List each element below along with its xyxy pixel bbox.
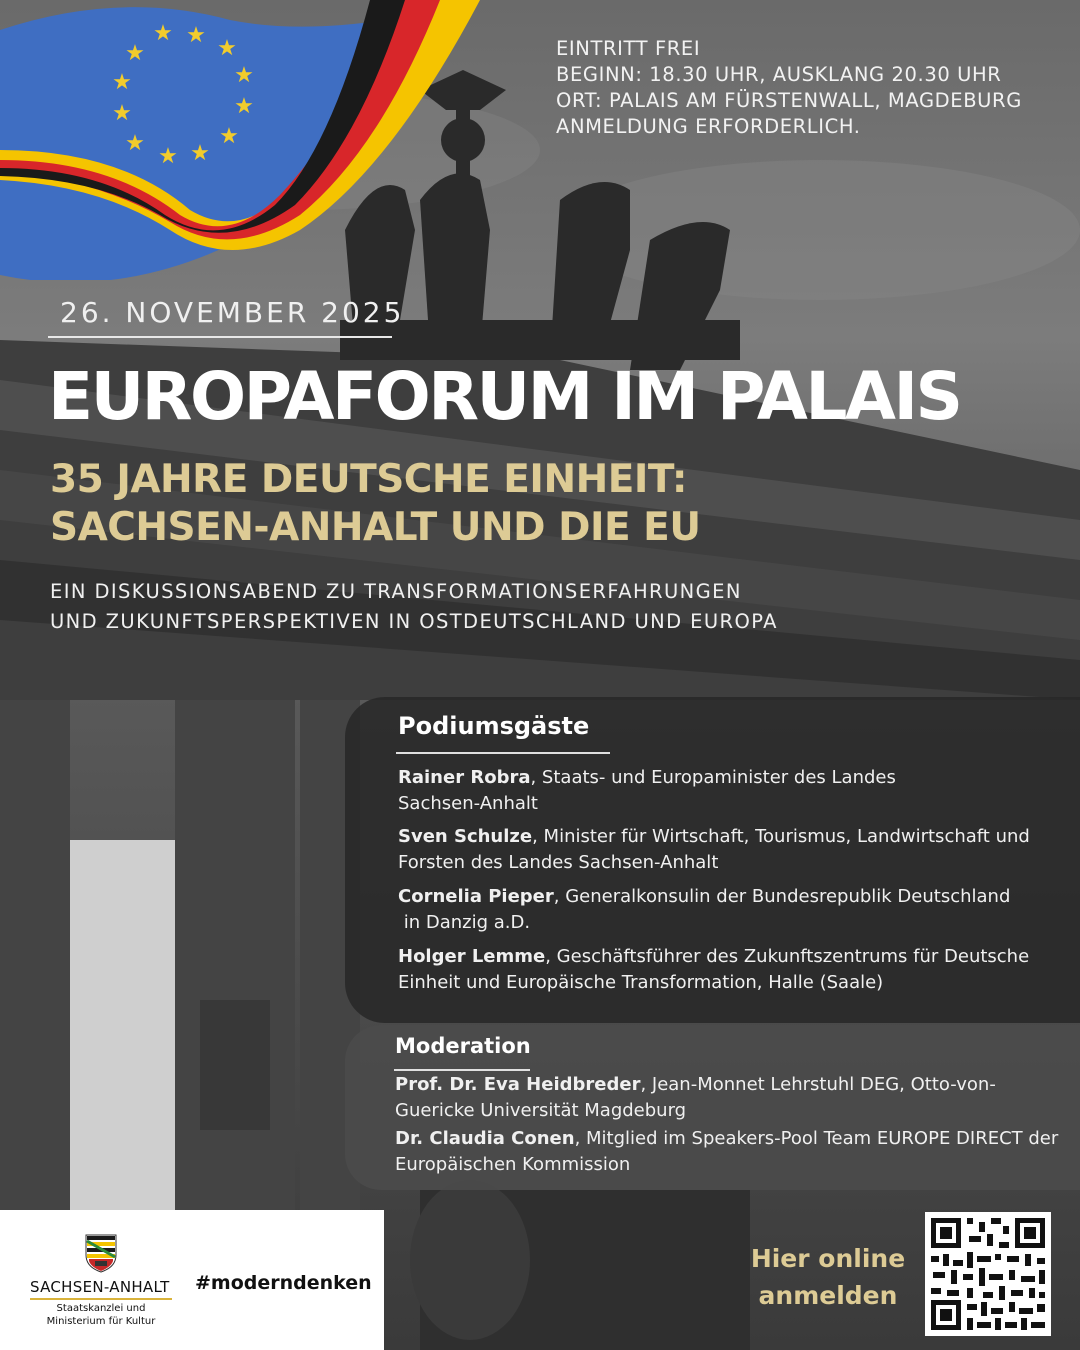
svg-text:★: ★ — [125, 131, 145, 156]
guest-role-cont: Sachsen-Anhalt — [398, 793, 538, 814]
guest-role-cont: Einheit und Europäische Transformation, Halle (Saale) — [398, 972, 884, 993]
time-text: BEGINN: 18.30 UHR, AUSKLANG 20.30 UHR — [556, 63, 1002, 86]
svg-text:★: ★ — [153, 21, 173, 46]
state-logo-name: SACHSEN-ANHALT — [30, 1278, 170, 1296]
guest-role: , Generalkonsulin der Bundesrepublik Deutschland — [553, 886, 1011, 907]
event-subtitle — [50, 456, 700, 552]
guest-name: Cornelia Pieper — [398, 886, 554, 907]
event-date: 26. NOVEMBER 2025 — [60, 296, 405, 329]
guest-name: Sven Schulze — [398, 826, 533, 847]
register-online-cta[interactable]: Hier online anmelden — [750, 1244, 906, 1310]
svg-text:★: ★ — [219, 124, 239, 149]
sachsen-anhalt-coat-of-arms-icon — [84, 1233, 118, 1273]
guest-entry — [398, 765, 896, 817]
moderator-role-cont: Guericke Universität Magdeburg — [395, 1100, 687, 1121]
subtitle-line-2: SACHSEN-ANHALT UND DIE EU — [50, 505, 701, 550]
moderation-heading: Moderation — [395, 1034, 531, 1058]
moderator-name: Dr. Claudia Conen — [395, 1128, 575, 1149]
eu-germany-flag-icon — [0, 0, 480, 280]
event-info — [556, 36, 1022, 140]
panel-guests-heading: Podiumsgäste — [398, 712, 590, 740]
guest-role: , Minister für Wirtschaft, Tourismus, Landwirtschaft und — [532, 826, 1030, 847]
admission-text: EINTRITT FREI — [556, 37, 701, 60]
guest-entry — [398, 944, 1029, 996]
svg-text:★: ★ — [125, 41, 145, 66]
date-underline — [48, 336, 392, 338]
guest-role: , Staats- und Europaminister des Landes — [530, 767, 896, 788]
event-title: EUROPAFORUM IM PALAIS — [48, 358, 961, 435]
moderator-name: Prof. Dr. Eva Heidbreder — [395, 1074, 641, 1095]
svg-text:★: ★ — [234, 63, 254, 88]
svg-text:★: ★ — [112, 101, 132, 126]
guest-role-cont: Forsten des Landes Sachsen-Anhalt — [398, 852, 719, 873]
svg-text:★: ★ — [186, 23, 206, 48]
moderator-role: , Jean-Monnet Lehrstuhl DEG, Otto-von- — [640, 1074, 996, 1095]
campaign-hashtag: #moderndenken — [195, 1272, 372, 1294]
guest-role-cont: in Danzig a.D. — [398, 912, 531, 933]
location-text: ORT: PALAIS AM FÜRSTENWALL, MAGDEBURG — [556, 89, 1022, 112]
qr-code-icon[interactable] — [925, 1212, 1051, 1336]
description-line-1: EIN DISKUSSIONSABEND ZU TRANSFORMATIONSERFAHRUNGEN — [50, 580, 742, 603]
moderation-heading-underline — [394, 1069, 530, 1071]
subtitle-line-1: 35 JAHRE DEUTSCHE EINHEIT: — [50, 457, 687, 502]
svg-text:★: ★ — [158, 144, 178, 169]
moderator-entry — [395, 1072, 996, 1124]
state-logo-rule — [30, 1298, 172, 1300]
guest-role: , Geschäftsführer des Zukunftszentrums für Deutsche — [545, 946, 1030, 967]
svg-text:★: ★ — [217, 36, 237, 61]
moderator-entry — [395, 1126, 1058, 1178]
svg-text:★: ★ — [234, 94, 254, 119]
panel-heading-underline — [396, 752, 610, 754]
event-description — [50, 577, 778, 637]
guest-name: Holger Lemme — [398, 946, 546, 967]
moderator-role: , Mitglied im Speakers-Pool Team EUROPE DIRECT der — [574, 1128, 1059, 1149]
registration-note: ANMELDUNG ERFORDERLICH. — [556, 115, 861, 138]
guest-entry — [398, 884, 1010, 936]
guest-name: Rainer Robra — [398, 767, 531, 788]
guest-entry — [398, 824, 1030, 876]
state-logo-subtitle: Staatskanzlei und Ministerium für Kultur — [46, 1303, 156, 1327]
svg-text:★: ★ — [112, 70, 132, 95]
svg-text:★: ★ — [190, 141, 210, 166]
moderator-role-cont: Europäischen Kommission — [395, 1154, 631, 1175]
description-line-2: UND ZUKUNFTSPERSPEKTIVEN IN OSTDEUTSCHLAND UND EUROPA — [50, 610, 778, 633]
